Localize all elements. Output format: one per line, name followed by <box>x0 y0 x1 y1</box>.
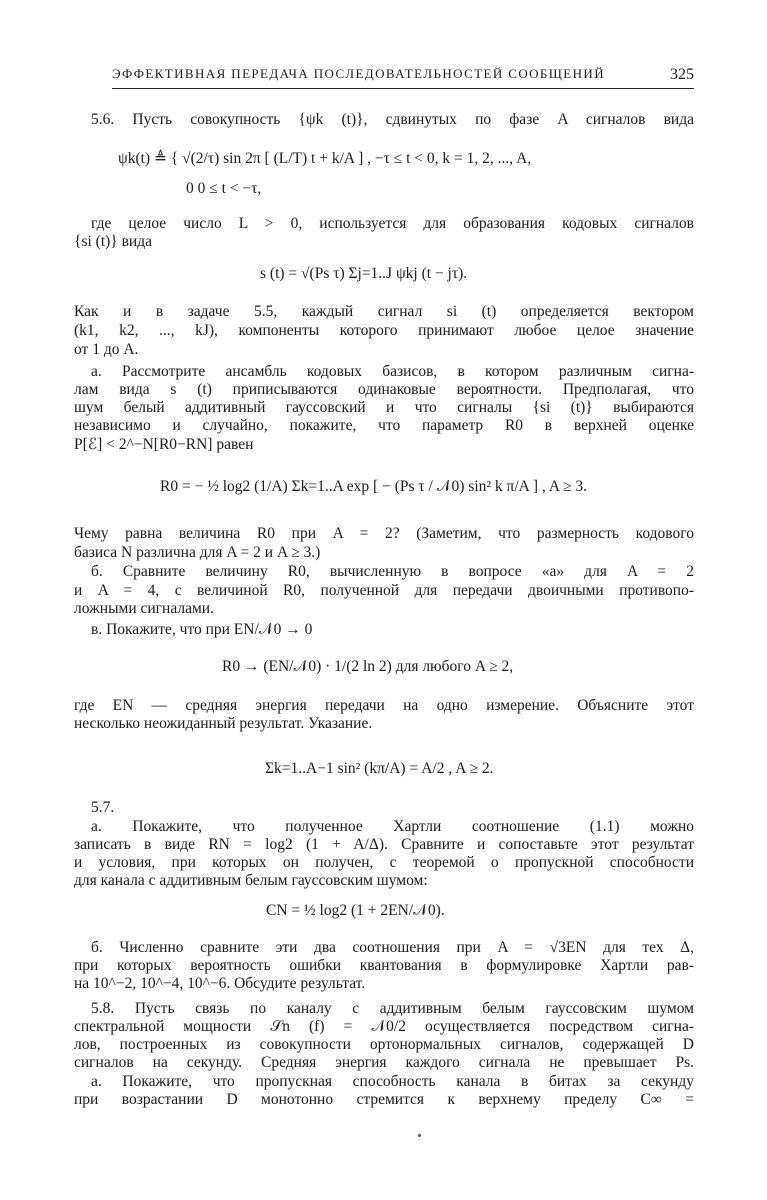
text-line: ложными сигналами. <box>74 600 214 617</box>
equation-hint: Σk=1..A−1 sin² (kπ/A) = A/2 , A ≥ 2. <box>265 760 494 777</box>
text-line: {si (t)} вида <box>74 233 152 250</box>
text-line: Чему равна величина R0 при A = 2? (Заметим, что размерность кодового <box>74 525 694 542</box>
text-line: P[ℰ] < 2^−N[R0−RN] равен <box>74 436 254 453</box>
text-line: лам вида s (t) приписываются одинаковые вероятности. Предполагая, что <box>74 381 694 398</box>
text-line: в. Покажите, что при EN/𝒩0 → 0 <box>91 621 313 638</box>
text-line: где целое число L > 0, используется для образования кодовых сигналов <box>91 215 694 232</box>
ink-speck <box>418 1134 421 1137</box>
text-line: а. Покажите, что полученное Хартли соотношение (1.1) можно <box>91 818 694 835</box>
equation-limit: R0 → (EN/𝒩0) · 1/(2 ln 2) для любого A ≥ 2, <box>222 658 514 675</box>
equation-capacity: CN = ½ log2 (1 + 2EN/𝒩0). <box>266 902 445 919</box>
text-line: а. Покажите, что пропускная способность канала в битах за секунду <box>91 1073 694 1090</box>
text-line: для канала с аддитивным белым гауссовским шумом: <box>74 872 428 889</box>
text-line: а. Рассмотрите ансамбль кодовых базисов, в котором различным сигна- <box>91 363 694 380</box>
text-line: б. Сравните величину R0, вычисленную в вопросе «а» для A = 2 <box>91 563 694 580</box>
page-number: 325 <box>670 66 694 83</box>
text-line: от 1 до A. <box>74 341 139 358</box>
text-line: где EN — средняя энергия передачи на одно измерение. Объясните этот <box>74 697 694 714</box>
text-line: шум белый аддитивный гауссовский и что сигналы {si (t)} выбираются <box>74 399 694 416</box>
text-line: базиса N различна для A = 2 и A ≥ 3.) <box>74 544 321 561</box>
text-line: и условия, при которых он получен, с теоремой о пропускной способности <box>74 854 694 871</box>
equation-R0: R0 = − ½ log2 (1/A) Σk=1..A exp [ − (Ps τ / 𝒩0) sin² k π/A ] , A ≥ 3. <box>160 478 588 495</box>
text-line: при которых вероятность ошибки квантования в формулировке Хартли рав- <box>74 957 694 974</box>
text-line: записать в виде RN = log2 (1 + A/Δ). Сравните и сопоставьте этот результат <box>74 836 694 853</box>
text-line: при возрастании D монотонно стремится к верхнему пределу C∞ = <box>74 1091 694 1108</box>
problem-number: 5.7. <box>91 799 115 816</box>
text-line: несколько неожиданный результат. Указание. <box>74 715 373 732</box>
text-line: Как и в задаче 5.5, каждый сигнал si (t) определяется вектором <box>74 303 694 320</box>
equation-psi-line-1: ψk(t) ≜ { √(2/τ) sin 2π [ (L/T) t + k/A ] , −τ ≤ t < 0, k = 1, 2, ..., A, <box>118 150 532 167</box>
text-line: сигналов на секунду. Средняя энергия каждого сигнала не превышает Ps. <box>74 1054 694 1071</box>
equation-signal: s (t) = √(Ps τ) Σj=1..J ψkj (t − jτ). <box>260 265 468 282</box>
text-line: спектральной мощности 𝒮n (f) = 𝒩0/2 осуществляется посредством сигна- <box>74 1018 694 1035</box>
text-line: и A = 4, с величиной R0, полученной для передачи двоичными противопо- <box>74 582 694 599</box>
text-line: 5.8. Пусть связь по каналу с аддитивным белым гауссовским шумом <box>91 1000 694 1017</box>
text-line: лов, построенных из совокупности ортонормальных сигналов, содержащей D <box>74 1036 694 1053</box>
text-line: независимо и случайно, покажите, что параметр R0 в верхней оценке <box>74 417 694 434</box>
equation-psi-line-2: 0 0 ≤ t < −τ, <box>186 180 262 197</box>
text-line: 5.6. Пусть совокупность {ψk (t)}, сдвинутых по фазе A сигналов вида <box>91 111 694 128</box>
running-header <box>112 66 694 84</box>
text-line: б. Численно сравните эти два соотношения при A = √3EN для тех Δ, <box>91 939 694 956</box>
header-rule <box>112 88 694 89</box>
header-title: ЭФФЕКТИВНАЯ ПЕРЕДАЧА ПОСЛЕДОВАТЕЛЬНОСТЕЙ СООБЩЕНИЙ <box>112 66 606 81</box>
text-line: на 10^−2, 10^−4, 10^−6. Обсудите результат. <box>74 975 366 992</box>
text-line: (k1, k2, ..., kJ), компоненты которого принимают любое целое значение <box>74 322 694 339</box>
